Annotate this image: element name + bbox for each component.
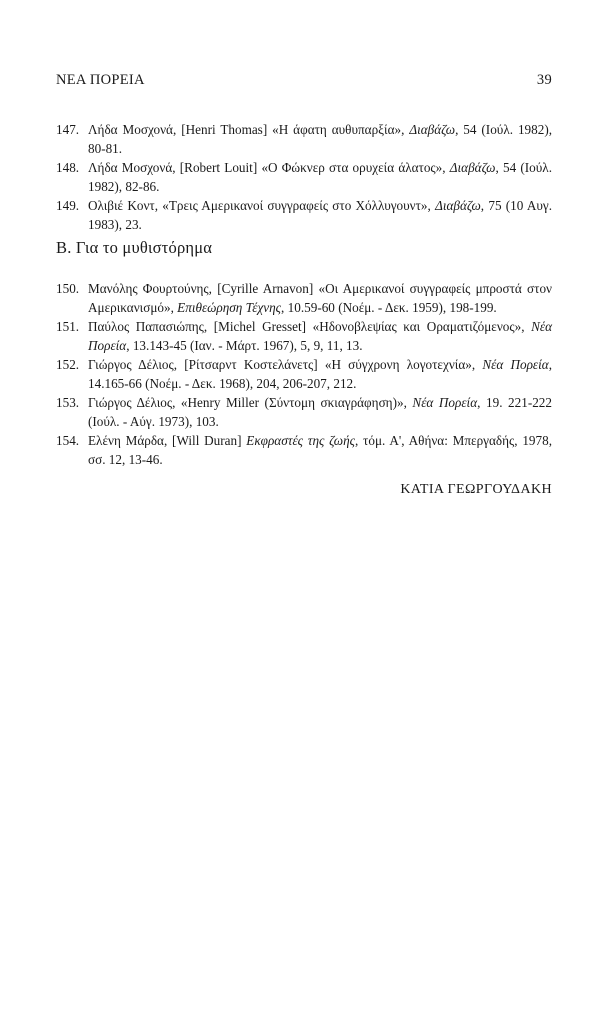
entry-title: «Ο Φώκνερ στα ορυχεία άλατος» <box>261 160 443 175</box>
entry-number: 148 . <box>56 158 88 177</box>
entry-source: Διαβάζω <box>449 160 496 175</box>
page-number: 39 <box>536 72 552 88</box>
entry-number: 152 . <box>56 355 88 374</box>
entry-source: Νέα Πορεία <box>412 395 478 410</box>
bibliography-entry: 153 . Γιώργος Δέλιος, «Henry Miller (Σύντομη σκιαγράφηση)», Νέα Πορεία, 19. 221-222 (Ιούλ. - Αύγ. 1973), 103. <box>56 393 552 431</box>
entry-details: 10.59-60 (Νοέμ. - Δεκ. 1959), 198-199. <box>287 300 497 315</box>
bibliography-entry: 152 . Γιώργος Δέλιος, [Ρίτσαρντ Κοστελάνετς] «Η σύγχρονη λογοτεχνία», Νέα Πορεία, 14.165-66 (Νοέμ. - Δεκ. 1968), 204, 206-207, 212. <box>56 355 552 393</box>
journal-title: ΝΕΑ ΠΟΡΕΙΑ <box>56 72 145 88</box>
entry-source: Εκφραστές της ζωής <box>246 433 355 448</box>
entry-number: 154 . <box>56 431 88 450</box>
entry-author: Παύλος Παπασιώπης <box>88 319 204 334</box>
entry-details: 54 (Ιούλ. 1982), 82-86. <box>88 160 552 194</box>
bibliography-entry: 148 . Λήδα Μοσχονά, [Robert Louit] «Ο Φώκνερ στα ορυχεία άλατος», Διαβάζω, 54 (Ιούλ. 1982), 82-86. <box>56 158 552 196</box>
entry-author: Λήδα Μοσχονά <box>88 160 173 175</box>
entry-title: «Henry Miller (Σύντομη σκιαγράφηση)» <box>180 395 404 410</box>
entry-number: 149 . <box>56 196 88 215</box>
entry-number: 147 . <box>56 120 88 139</box>
section-heading: Β. Για το μυθιστόρημα <box>56 238 213 257</box>
entry-source: Νέα Πορεία <box>482 357 549 372</box>
entry-subject: Ρίτσαρντ Κοστελάνετς <box>188 357 314 372</box>
entry-subject: Henri Thomas <box>185 122 263 137</box>
entry-author: Ολιβιέ Κοντ <box>88 198 155 213</box>
entry-number: 151 . <box>56 317 88 336</box>
entry-details: 54 (Ιούλ. 1982), 80-81. <box>88 122 553 156</box>
entry-source: Νέα Πορεία <box>88 319 552 353</box>
entry-title: «Ηδονοβλεψίας και Οραματιζόμενος» <box>312 319 522 334</box>
entry-author: Γιώργος Δέλιος <box>88 395 173 410</box>
entry-title: «Οι Αμερικανοί συγγραφείς μπροστά στον Αμερικανισμό» <box>88 281 553 315</box>
entry-author: Λήδα Μοσχονά <box>88 122 173 137</box>
bibliography-entry: 149 . Ολιβιέ Κοντ, «Τρεις Αμερικανοί συγγραφείς στο Χόλλυγουντ», Διαβάζω, 75 (10 Αυγ. 1983), 23. <box>56 196 552 234</box>
bibliography-entry: 147 . Λήδα Μοσχονά, [Henri Thomas] «Η άφατη αυθυπαρξία», Διαβάζω, 54 (Ιούλ. 1982), 80-81. <box>56 120 552 158</box>
entry-subject: Will Duran <box>176 433 238 448</box>
entry-details: 14.165-66 (Νοέμ. - Δεκ. 1968), 204, 206-207, 212. <box>88 376 357 391</box>
entry-source: Διαβάζω <box>435 198 481 213</box>
entry-title: «Η σύγχρονη λογοτεχνία» <box>324 357 472 372</box>
entry-details: 75 (10 Αυγ. 1983), 23. <box>88 198 553 232</box>
entry-subject: Robert Louit <box>184 160 253 175</box>
entry-details: τόμ. Α', Αθήνα: Μπεργαδής, 1978, σσ. 12, 13-46. <box>88 433 552 467</box>
entry-details: 13.143-45 (Ιαν. - Μάρτ. 1967), 5, 9, 11, 13. <box>132 338 363 353</box>
entry-title: «Τρεις Αμερικανοί συγγραφείς στο Χόλλυγουντ» <box>162 198 428 213</box>
entry-details: 19. 221-222 (Ιούλ. - Αύγ. 1973), 103. <box>88 395 552 429</box>
entry-source: Επιθεώρηση Τέχνης <box>177 300 282 315</box>
entry-subject: Cyrille Arnavon <box>221 281 309 296</box>
entry-number: 153 . <box>56 393 88 412</box>
author-signature: ΚΑΤΙΑ ΓΕΩΡΓΟΥΔΑΚΗ <box>400 482 552 497</box>
entry-subject: Michel Gresset <box>218 319 302 334</box>
entry-number: 150 . <box>56 279 88 298</box>
entry-author: Γιώργος Δέλιος <box>88 357 174 372</box>
bibliography-list-a <box>56 120 552 234</box>
entry-source: Διαβάζω <box>409 122 456 137</box>
entry-title: «Η άφατη αυθυπαρξία» <box>272 122 402 137</box>
bibliography-entry: 151 . Παύλος Παπασιώπης, [Michel Gresset] «Ηδονοβλεψίας και Οραματιζόμενος», Νέα Πορεία, 13.143-45 (Ιαν. - Μάρτ. 1967), 5, 9, 11, 13. <box>56 317 552 355</box>
bibliography-entry: 150 . Μανόλης Φουρτούνης, [Cyrille Arnavon] «Οι Αμερικανοί συγγραφείς μπροστά στον Αμερικανισμό», Επιθεώρηση Τέχνης, 10.59-60 (Νοέμ. - Δεκ. 1959), 198-199. <box>56 279 552 317</box>
bibliography-list-b <box>56 279 552 469</box>
entry-author: Ελένη Μάρδα <box>88 433 164 448</box>
bibliography-entry: 154 . Ελένη Μάρδα, [Will Duran] Εκφραστές της ζωής, τόμ. Α', Αθήνα: Μπεργαδής, 1978, σσ. 12, 13-46. <box>56 431 552 469</box>
entry-author: Μανόλης Φουρτούνης <box>88 281 209 296</box>
